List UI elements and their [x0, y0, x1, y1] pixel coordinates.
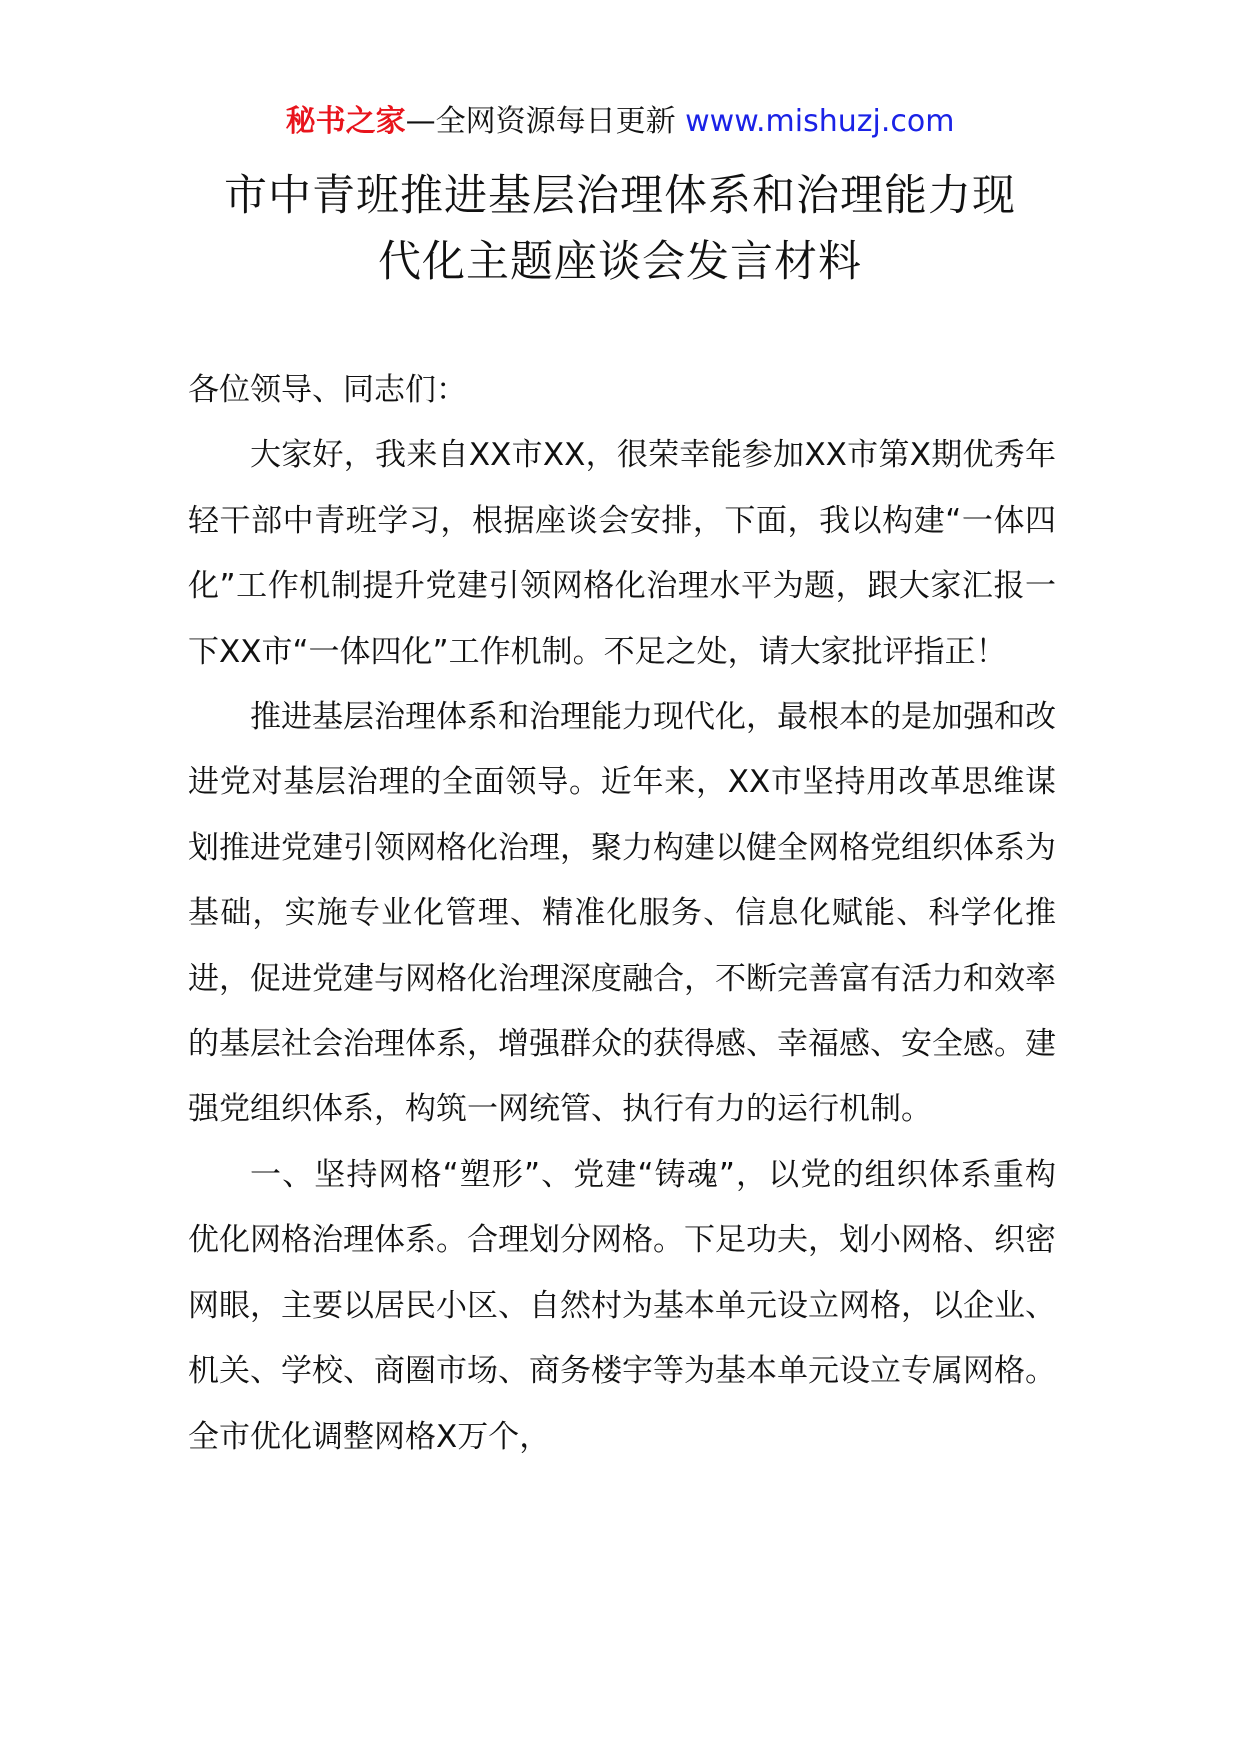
title-line-2: 代化主题座谈会发言材料: [378, 237, 862, 287]
document-body: [188, 358, 1056, 1470]
site-url[interactable]: www.mishuzj.com: [685, 104, 955, 139]
site-header: [0, 100, 1240, 144]
title-line-1: 市中青班推进基层治理体系和治理能力现: [224, 171, 1016, 221]
paragraph-section-one: 一、坚持网格“塑形”、党建“铸魂”，以党的组织体系重构优化网格治理体系。合理划分网格。下足功夫，划小网格、织密网眼，主要以居民小区、自然村为基本单元设立网格，以企业、机关、学校、商圈市场、商务楼宇等为基本单元设立专属网格。全市优化调整网格X万个，: [188, 1156, 1056, 1455]
paragraph-overview: 推进基层治理体系和治理能力现代化，最根本的是加强和改进党对基层治理的全面领导。近年来，XX市坚持用改革思维谋划推进党建引领网格化治理，聚力构建以健全网格党组织体系为基础，实施专业化管理、精准化服务、信息化赋能、科学化推进，促进党建与网格化治理深度融合，不断完善富有活力和效率的基层社会治理体系，增强群众的获得感、幸福感、安全感。建强党组织体系，构筑一网统管、执行有力的运行机制。: [188, 699, 1056, 1128]
paragraph-intro: 大家好，我来自XX市XX，很荣幸能参加XX市第X期优秀年轻干部中青班学习，根据座谈会安排，下面，我以构建“一体四化”工作机制提升党建引领网格化治理水平为题，跟大家汇报一下XX市“一体四化”工作机制。不足之处，请大家批评指正！: [188, 437, 1056, 670]
header-tagline: —全网资源每日更新: [405, 104, 676, 139]
brand-name: 秘书之家: [285, 104, 406, 139]
salutation: 各位领导、同志们：: [188, 372, 467, 408]
document-title: [150, 163, 1090, 295]
